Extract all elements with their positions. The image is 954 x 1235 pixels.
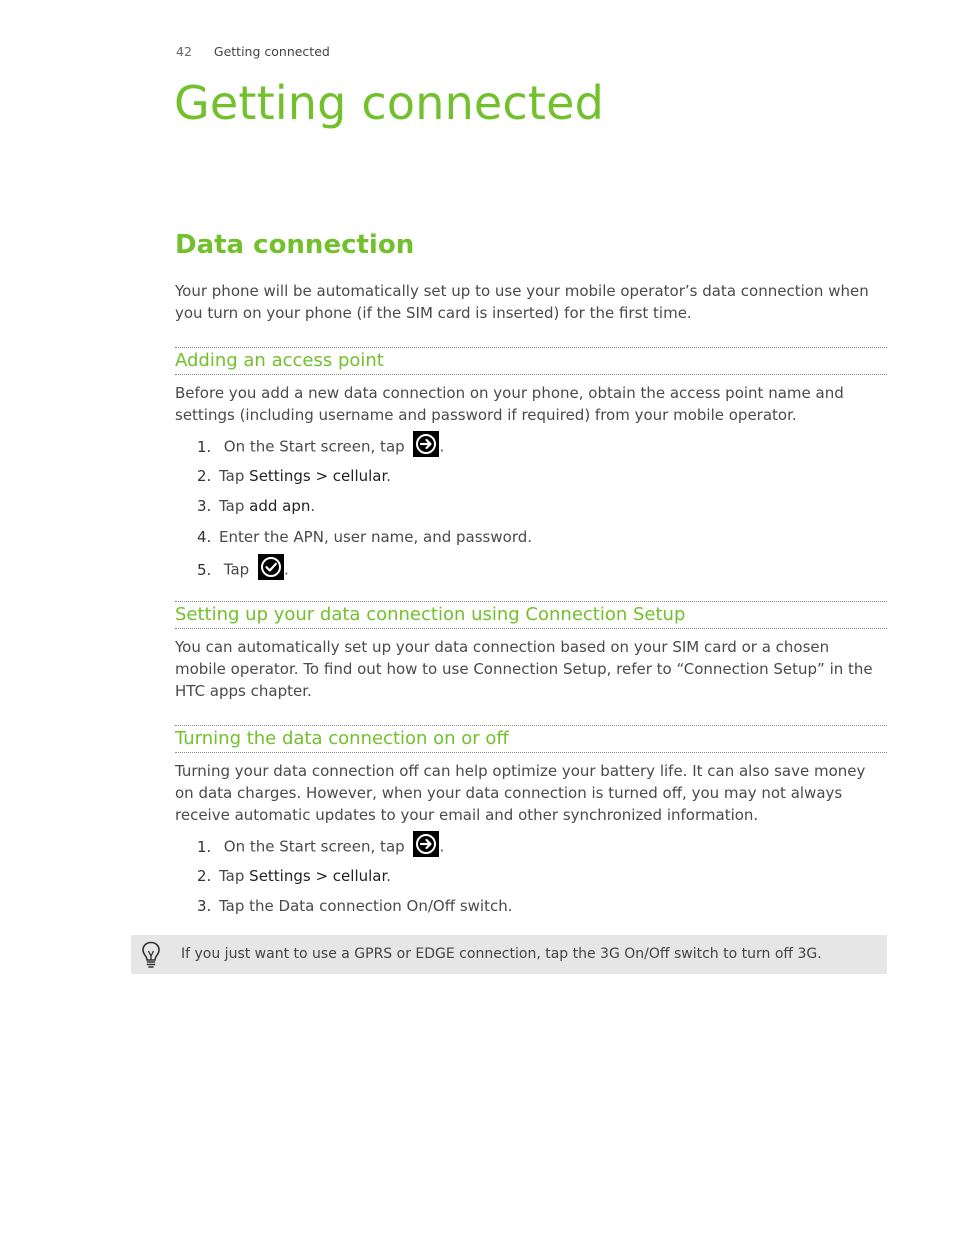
step-text: On the Start screen, tap: [223, 837, 405, 856]
intro-line-2: you turn on your phone (if the SIM card is inserted) for the first time.: [175, 304, 692, 322]
step-1: [197, 834, 444, 860]
body-line-2: settings (including username and password if required) from your mobile operator.: [175, 406, 797, 424]
arrow-right-icon: [413, 831, 439, 857]
adding-access-point-body: [175, 382, 890, 426]
body-line-2: mobile operator. To find out how to use Connection Setup, refer to “Connection Setup” in the: [175, 660, 873, 678]
turning-on-off-body: [175, 760, 890, 826]
lightbulb-icon: [141, 941, 161, 973]
ui-label-settings-cellular: Settings > cellular: [249, 467, 387, 485]
checkmark-icon: [258, 554, 284, 580]
chapter-title: Getting connected: [174, 76, 605, 130]
step-3: [197, 495, 315, 517]
subheading-text: Setting up your data connection using Connection Setup: [175, 604, 686, 625]
body-line-2: on data charges. However, when your data connection is turned off, you may not always: [175, 784, 843, 802]
step-punct: .: [310, 497, 316, 515]
step-punct: .: [386, 467, 392, 485]
step-number: 3.: [197, 497, 212, 515]
subheading-connection-setup: [175, 601, 887, 629]
body-line-1: You can automatically set up your data connection based on your SIM card or a chosen: [175, 638, 830, 656]
body-line-3: receive automatic updates to your email and other synchronized information.: [175, 806, 759, 824]
body-line-1: Turning your data connection off can help optimize your battery life. It can also save money: [175, 762, 866, 780]
step-5: [197, 557, 289, 583]
section-intro: [175, 280, 890, 324]
step-2: [197, 465, 391, 487]
subheading-text: Turning the data connection on or off: [175, 728, 509, 749]
step-3: [197, 895, 512, 917]
step-text: Tap: [219, 867, 250, 885]
step-text: Tap: [219, 497, 250, 515]
body-line-3: HTC apps chapter.: [175, 682, 312, 700]
step-punct: .: [439, 837, 445, 856]
ui-label-add-apn: add apn: [249, 497, 311, 515]
step-number: 1.: [197, 837, 212, 856]
connection-setup-body: [175, 636, 890, 702]
page-number: 42: [176, 44, 192, 59]
ui-label-settings-cellular: Settings > cellular: [249, 867, 387, 885]
intro-line-1: Your phone will be automatically set up to use your mobile operator’s data connection when: [175, 282, 869, 300]
subheading-adding-access-point: [175, 347, 887, 375]
step-number: 4.: [197, 528, 212, 546]
step-number: 5.: [197, 560, 212, 579]
running-header-section: Getting connected: [213, 44, 330, 59]
step-punct: .: [386, 867, 392, 885]
step-1: [197, 434, 444, 460]
tip-text: If you just want to use a GPRS or EDGE connection, tap the 3G On/Off switch to turn off 3G.: [181, 946, 822, 962]
step-text: Enter the APN, user name, and password.: [219, 528, 533, 546]
subheading-text: Adding an access point: [175, 350, 384, 371]
step-punct: .: [283, 560, 289, 579]
step-text: Tap: [223, 560, 250, 579]
step-text: Tap: [219, 467, 250, 485]
arrow-right-icon: [413, 431, 439, 457]
step-number: 2.: [197, 467, 212, 485]
body-line-1: Before you add a new data connection on your phone, obtain the access point name and: [175, 384, 844, 402]
subheading-turning-on-off: [175, 725, 887, 753]
section-heading: Data connection: [175, 230, 415, 260]
step-number: 2.: [197, 867, 212, 885]
step-number: 3.: [197, 897, 212, 915]
step-text: Tap the Data connection On/Off switch.: [219, 897, 513, 915]
step-text: On the Start screen, tap: [223, 437, 405, 456]
step-punct: .: [439, 437, 445, 456]
tip-box: [131, 935, 887, 974]
step-2: [197, 865, 391, 887]
running-header: [176, 44, 330, 59]
step-4: [197, 526, 532, 548]
step-number: 1.: [197, 437, 212, 456]
